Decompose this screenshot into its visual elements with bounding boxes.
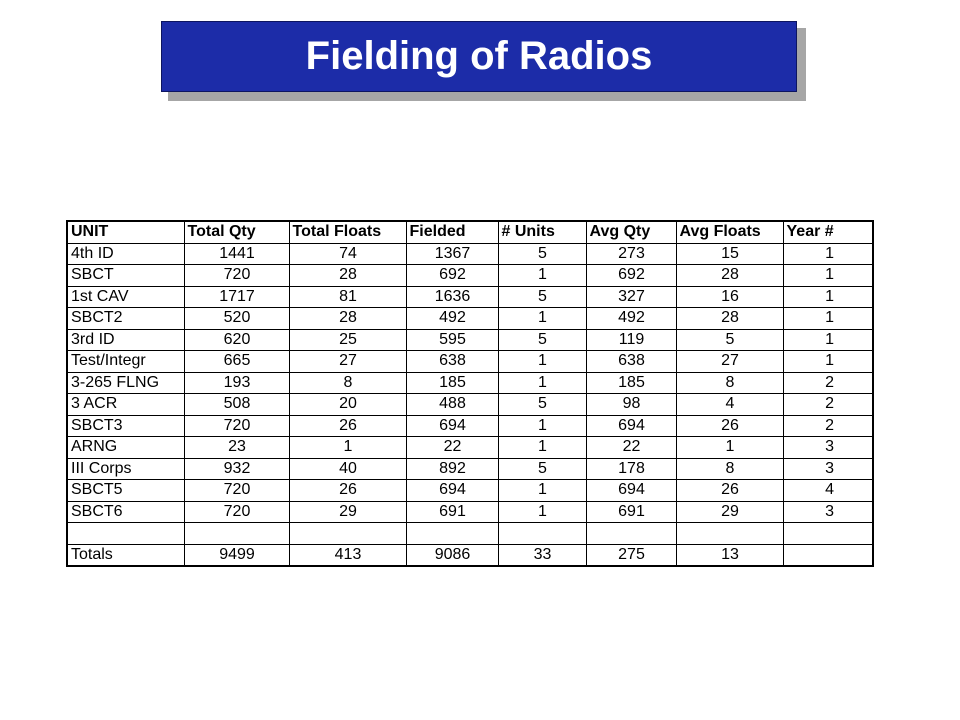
cell-unit: SBCT [67,265,184,287]
cell-units: 1 [498,265,586,287]
cell-total-floats: 8 [289,372,406,394]
cell-units: 5 [498,286,586,308]
cell-total-floats: 26 [289,415,406,437]
cell-avg-floats: 4 [676,394,783,416]
cell-year: 3 [783,501,873,523]
table-row [67,372,873,394]
table-row [67,243,873,265]
cell-unit [67,523,184,545]
cell-total-floats: 413 [289,544,406,566]
cell-avg-floats: 28 [676,308,783,330]
cell-unit: Test/Integr [67,351,184,373]
cell-unit: 3 ACR [67,394,184,416]
header-total-floats: Total Floats [289,221,406,243]
cell-total-qty: 665 [184,351,289,373]
cell-avg-qty: 638 [586,351,676,373]
cell-total-floats: 25 [289,329,406,351]
cell-total-floats [289,523,406,545]
cell-avg-floats: 27 [676,351,783,373]
cell-avg-floats: 8 [676,372,783,394]
cell-total-qty: 720 [184,415,289,437]
cell-fielded: 694 [406,480,498,502]
cell-avg-qty: 185 [586,372,676,394]
cell-total-floats: 28 [289,265,406,287]
table-row [67,308,873,330]
cell-avg-floats [676,523,783,545]
cell-year: 1 [783,329,873,351]
cell-fielded: 492 [406,308,498,330]
cell-avg-qty: 694 [586,415,676,437]
cell-fielded: 9086 [406,544,498,566]
table-body [67,243,873,566]
cell-year: 3 [783,458,873,480]
header-avg-floats: Avg Floats [676,221,783,243]
cell-avg-floats: 28 [676,265,783,287]
cell-total-qty [184,523,289,545]
cell-avg-floats: 8 [676,458,783,480]
cell-unit: 1st CAV [67,286,184,308]
cell-fielded: 1367 [406,243,498,265]
table-row [67,329,873,351]
cell-fielded: 185 [406,372,498,394]
cell-year: 4 [783,480,873,502]
cell-total-qty: 620 [184,329,289,351]
cell-fielded: 638 [406,351,498,373]
cell-units: 33 [498,544,586,566]
cell-avg-qty: 22 [586,437,676,459]
cell-avg-floats: 1 [676,437,783,459]
cell-unit: ARNG [67,437,184,459]
cell-unit: SBCT3 [67,415,184,437]
cell-unit: 3rd ID [67,329,184,351]
cell-total-qty: 520 [184,308,289,330]
cell-avg-qty: 492 [586,308,676,330]
cell-unit: SBCT5 [67,480,184,502]
cell-avg-floats: 26 [676,415,783,437]
cell-fielded: 694 [406,415,498,437]
cell-unit: SBCT2 [67,308,184,330]
cell-total-qty: 508 [184,394,289,416]
cell-units: 5 [498,329,586,351]
cell-total-floats: 26 [289,480,406,502]
cell-avg-qty [586,523,676,545]
cell-year: 2 [783,372,873,394]
cell-fielded: 892 [406,458,498,480]
cell-total-qty: 9499 [184,544,289,566]
table-row [67,480,873,502]
cell-year: 2 [783,415,873,437]
cell-units: 1 [498,308,586,330]
cell-avg-floats: 16 [676,286,783,308]
cell-avg-qty: 327 [586,286,676,308]
cell-units: 1 [498,437,586,459]
table-row [67,458,873,480]
cell-year [783,544,873,566]
cell-fielded: 22 [406,437,498,459]
cell-units: 1 [498,415,586,437]
cell-units: 1 [498,501,586,523]
cell-year: 1 [783,265,873,287]
cell-year: 1 [783,286,873,308]
cell-avg-qty: 694 [586,480,676,502]
cell-total-qty: 23 [184,437,289,459]
cell-units [498,523,586,545]
cell-avg-floats: 5 [676,329,783,351]
page-title: Fielding of Radios [305,34,653,78]
cell-fielded: 488 [406,394,498,416]
cell-unit: 4th ID [67,243,184,265]
cell-total-qty: 720 [184,265,289,287]
table-row [67,437,873,459]
header-avg-qty: Avg Qty [586,221,676,243]
cell-units: 5 [498,458,586,480]
cell-total-floats: 27 [289,351,406,373]
cell-unit: SBCT6 [67,501,184,523]
cell-total-floats: 40 [289,458,406,480]
table-header-row [67,221,873,243]
radio-fielding-table [66,220,874,567]
title-banner [161,21,797,92]
cell-unit: 3-265 FLNG [67,372,184,394]
cell-fielded: 691 [406,501,498,523]
cell-year: 1 [783,308,873,330]
cell-fielded: 1636 [406,286,498,308]
cell-total-floats: 20 [289,394,406,416]
cell-total-floats: 74 [289,243,406,265]
cell-year: 2 [783,394,873,416]
cell-avg-floats: 29 [676,501,783,523]
table-row [67,265,873,287]
table-row [67,415,873,437]
table-row [67,501,873,523]
cell-year [783,523,873,545]
cell-avg-qty: 692 [586,265,676,287]
cell-year: 1 [783,351,873,373]
cell-unit: Totals [67,544,184,566]
header-unit: UNIT [67,221,184,243]
cell-total-qty: 720 [184,501,289,523]
cell-total-qty: 720 [184,480,289,502]
header-units: # Units [498,221,586,243]
cell-units: 1 [498,351,586,373]
cell-avg-qty: 98 [586,394,676,416]
table-row [67,394,873,416]
cell-avg-floats: 26 [676,480,783,502]
cell-total-floats: 29 [289,501,406,523]
cell-year: 3 [783,437,873,459]
cell-total-qty: 1441 [184,243,289,265]
cell-unit: III Corps [67,458,184,480]
cell-avg-qty: 273 [586,243,676,265]
header-year: Year # [783,221,873,243]
cell-avg-floats: 13 [676,544,783,566]
cell-units: 1 [498,372,586,394]
cell-units: 1 [498,480,586,502]
cell-units: 5 [498,394,586,416]
cell-avg-floats: 15 [676,243,783,265]
cell-year: 1 [783,243,873,265]
cell-total-qty: 1717 [184,286,289,308]
cell-total-floats: 1 [289,437,406,459]
table-row [67,351,873,373]
table-row [67,286,873,308]
blank-row [67,523,873,545]
cell-total-floats: 28 [289,308,406,330]
cell-units: 5 [498,243,586,265]
cell-avg-qty: 691 [586,501,676,523]
cell-avg-qty: 275 [586,544,676,566]
cell-fielded [406,523,498,545]
cell-avg-qty: 178 [586,458,676,480]
cell-avg-qty: 119 [586,329,676,351]
cell-fielded: 692 [406,265,498,287]
cell-total-qty: 932 [184,458,289,480]
totals-row [67,544,873,566]
header-total-qty: Total Qty [184,221,289,243]
cell-total-floats: 81 [289,286,406,308]
cell-total-qty: 193 [184,372,289,394]
cell-fielded: 595 [406,329,498,351]
header-fielded: Fielded [406,221,498,243]
